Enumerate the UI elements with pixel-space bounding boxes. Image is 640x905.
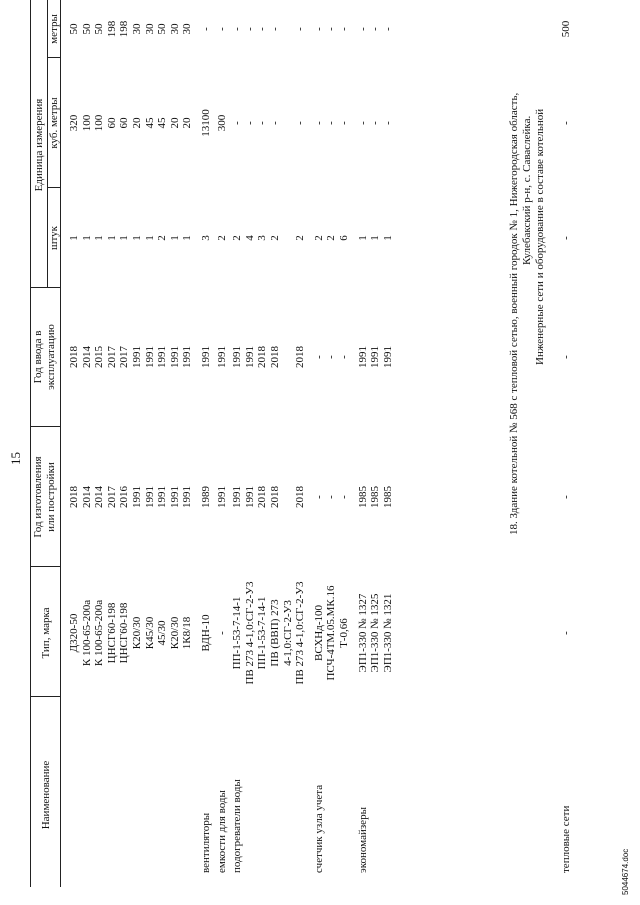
cell-made: 1991 bbox=[168, 486, 181, 508]
cell-pcs: 1 bbox=[131, 235, 143, 241]
last-row-m: 500 bbox=[560, 20, 572, 38]
cell-pcs: 1 bbox=[93, 235, 106, 241]
col-divider-4 bbox=[30, 287, 60, 288]
header-year-made-2: или постройки bbox=[45, 462, 57, 532]
cell-type: К 100-65-200а bbox=[80, 599, 93, 667]
last-row-type: - bbox=[560, 631, 572, 635]
last-row-pcs: - bbox=[560, 236, 572, 240]
cell-m3: 60 bbox=[118, 117, 131, 129]
cell-use: - bbox=[312, 355, 325, 359]
cell-m: - bbox=[338, 27, 350, 31]
header-unit-m3: куб. метры bbox=[48, 97, 60, 149]
cell-m3: - bbox=[356, 121, 369, 125]
header-name: Наименование bbox=[40, 760, 52, 830]
cell-m3: 45 bbox=[143, 117, 156, 129]
col-divider-3 bbox=[30, 426, 60, 427]
table-top-border bbox=[30, 0, 31, 887]
cell-m: - bbox=[243, 27, 256, 31]
cell-use: - bbox=[325, 355, 338, 359]
cell-made: 2014 bbox=[93, 486, 106, 508]
cell-made: 1991 bbox=[156, 486, 169, 508]
cell-pcs: 2 bbox=[294, 235, 307, 241]
cell-type: ЭП1-330 № 1321 bbox=[381, 593, 394, 673]
last-row-m3: - bbox=[560, 121, 572, 125]
cell-type: ЦНСГ60-198 bbox=[118, 602, 131, 664]
cell-use: 2014 bbox=[80, 346, 93, 368]
page-number: 15 bbox=[8, 452, 23, 465]
cell-name: подогреватели воды bbox=[231, 779, 244, 873]
header-unit-pcs: штук bbox=[48, 226, 60, 250]
cell-m: - bbox=[312, 27, 325, 31]
cell-name: счетчик узла учета bbox=[312, 784, 325, 873]
cell-pcs: 4 bbox=[243, 235, 256, 241]
cell-use: 1991 bbox=[200, 346, 212, 368]
cell-m3: - bbox=[338, 121, 350, 125]
cell-m3: 13100 bbox=[200, 109, 212, 137]
cell-use: 2018 bbox=[269, 346, 281, 368]
header-year-made-1: Год изготовления bbox=[32, 456, 44, 538]
cell-m3: - bbox=[294, 121, 307, 125]
cell-m3: 300 bbox=[215, 114, 228, 132]
cell-pcs: 2 bbox=[231, 235, 244, 241]
header-year-use-2: эксплуатацию bbox=[45, 324, 57, 390]
cell-pcs: 1 bbox=[80, 235, 93, 241]
cell-pcs: 1 bbox=[356, 235, 369, 241]
cell-m3: - bbox=[256, 121, 269, 125]
cell-m: 50 bbox=[68, 23, 80, 35]
cell-name: емкости для воды bbox=[215, 790, 228, 873]
cell-name: вентиляторы bbox=[200, 812, 212, 873]
cell-type: ПСЧ-4ТМ.05.МК.16 bbox=[325, 585, 338, 681]
cell-m3: - bbox=[231, 121, 244, 125]
cell-type: ЭП1-330 № 1327 bbox=[356, 593, 369, 673]
section-line-3: Инженерные сети и оборудование в составе котельной bbox=[534, 108, 546, 365]
cell-m3: 20 bbox=[168, 117, 181, 129]
col-divider-2 bbox=[30, 566, 60, 567]
cell-pcs: 3 bbox=[256, 235, 269, 241]
cell-pcs: 2 bbox=[312, 235, 325, 241]
cell-made: 1985 bbox=[369, 486, 382, 508]
cell-use: 1991 bbox=[215, 346, 228, 368]
section-line-2: Кулебакский р-н, с. Саваслейка. bbox=[521, 115, 533, 265]
cell-use: 2017 bbox=[118, 346, 131, 368]
cell-use: 1991 bbox=[231, 346, 244, 368]
col-divider-5 bbox=[47, 187, 60, 188]
cell-made: 2018 bbox=[269, 486, 281, 508]
cell-m: - bbox=[215, 27, 228, 31]
cell-made: - bbox=[338, 495, 350, 499]
cell-use: 1991 bbox=[381, 346, 394, 368]
cell-type: ПВ 273 4-1,0:СГ-2-У3 bbox=[243, 581, 256, 685]
cell-m: - bbox=[325, 27, 338, 31]
col-divider-1 bbox=[30, 696, 60, 697]
cell-made: 1991 bbox=[181, 486, 194, 508]
cell-m: 50 bbox=[156, 23, 169, 35]
header-unit-group: Единица измерения bbox=[33, 98, 45, 192]
cell-pcs: 1 bbox=[168, 235, 181, 241]
cell-made: 2018 bbox=[256, 486, 269, 508]
cell-type: ПВ (ВВП) 273 bbox=[269, 599, 281, 667]
cell-type: К20/30 bbox=[168, 616, 181, 650]
cell-pcs: 1 bbox=[369, 235, 382, 241]
cell-use: 2017 bbox=[105, 346, 118, 368]
cell-m3: - bbox=[312, 121, 325, 125]
cell-m: - bbox=[294, 27, 307, 31]
cell-m: 198 bbox=[105, 20, 118, 38]
cell-use: 1991 bbox=[181, 346, 194, 368]
cell-m: - bbox=[369, 27, 382, 31]
cell-use: 1991 bbox=[356, 346, 369, 368]
cell-use: 1991 bbox=[243, 346, 256, 368]
cell-pcs: 1 bbox=[181, 235, 194, 241]
cell-m3: 100 bbox=[93, 114, 106, 132]
cell-type: К20/30 bbox=[131, 616, 143, 650]
cell-m: - bbox=[381, 27, 394, 31]
cell-made: 1985 bbox=[381, 486, 394, 508]
cell-use: 1991 bbox=[156, 346, 169, 368]
cell-pcs: 3 bbox=[200, 235, 212, 241]
cell-type: ВСХНд-100 bbox=[312, 604, 325, 662]
cell-use: 1991 bbox=[168, 346, 181, 368]
cell-m: - bbox=[200, 27, 212, 31]
section-line-1: 18. Здание котельной № 568 с тепловой сетью, военный городок № 1, Нижегородская область, bbox=[508, 92, 520, 535]
cell-m3: 60 bbox=[105, 117, 118, 129]
cell-made: 1991 bbox=[215, 486, 228, 508]
header-type: Тип, марка bbox=[40, 607, 52, 659]
cell-m3: 100 bbox=[80, 114, 93, 132]
header-year-use-1: Год ввода в bbox=[32, 330, 44, 384]
col-divider-6 bbox=[47, 57, 60, 58]
cell-m: 30 bbox=[181, 23, 194, 35]
cell-made: 1991 bbox=[131, 486, 143, 508]
cell-type: 1К8/18 bbox=[181, 616, 194, 650]
header-unit-m: метры bbox=[48, 14, 60, 44]
cell-made: 1991 bbox=[243, 486, 256, 508]
cell-use: 1991 bbox=[131, 346, 143, 368]
cell-type: Д320-50 bbox=[68, 613, 80, 653]
cell-made: 2018 bbox=[294, 486, 307, 508]
header-bottom-border bbox=[60, 0, 61, 887]
cell-name: экономайзеры bbox=[356, 807, 369, 873]
cell-type: ЦНСГ60-198 bbox=[105, 602, 118, 664]
cell-use: 1991 bbox=[369, 346, 382, 368]
cell-pcs: 2 bbox=[325, 235, 338, 241]
cell-m: - bbox=[269, 27, 281, 31]
cell-made: 1991 bbox=[143, 486, 156, 508]
cell-m3: 45 bbox=[156, 117, 169, 129]
cell-m: 30 bbox=[131, 23, 143, 35]
cell-pcs: 6 bbox=[338, 235, 350, 241]
cell-pcs: 1 bbox=[381, 235, 394, 241]
cell-made: 1991 bbox=[231, 486, 244, 508]
cell-use: 1991 bbox=[143, 346, 156, 368]
cell-made: 2014 bbox=[80, 486, 93, 508]
cell-m3: 20 bbox=[131, 117, 143, 129]
cell-made: - bbox=[312, 495, 325, 499]
cell-type: ПВ 273 4-1,0:СГ-2-У3 bbox=[294, 581, 307, 685]
last-row-made: - bbox=[560, 495, 572, 499]
cell-use: 2018 bbox=[294, 346, 307, 368]
cell-made: 1985 bbox=[356, 486, 369, 508]
cell-type: К45/30 bbox=[143, 616, 156, 650]
cell-pcs: 1 bbox=[105, 235, 118, 241]
cell-type: - bbox=[215, 631, 228, 635]
cell-pcs: 2 bbox=[269, 235, 281, 241]
cell-type: ВДН-10 bbox=[200, 614, 212, 652]
cell-type: Т-0,66 bbox=[338, 618, 350, 648]
last-row-name: тепловые сети bbox=[560, 805, 572, 873]
cell-pcs: 1 bbox=[118, 235, 131, 241]
cell-type: ПП-1-53-7-14-1 bbox=[231, 596, 244, 670]
cell-m: 50 bbox=[93, 23, 106, 35]
cell-m3: - bbox=[243, 121, 256, 125]
cell-pcs: 1 bbox=[68, 235, 80, 241]
cell-m3: 320 bbox=[68, 114, 80, 132]
cell-pcs: 1 bbox=[143, 235, 156, 241]
cell-m3: - bbox=[325, 121, 338, 125]
cell-type: 4-1,0:СГ-2-У3 bbox=[281, 600, 294, 666]
cell-m: - bbox=[256, 27, 269, 31]
cell-m: 30 bbox=[168, 23, 181, 35]
cell-made: 2018 bbox=[68, 486, 80, 508]
cell-m: - bbox=[356, 27, 369, 31]
cell-m: - bbox=[231, 27, 244, 31]
cell-m3: - bbox=[269, 121, 281, 125]
cell-m3: - bbox=[381, 121, 394, 125]
doc-reference: 5044674.doc bbox=[621, 848, 630, 895]
cell-made: 1989 bbox=[200, 486, 212, 508]
cell-made: 2016 bbox=[118, 486, 131, 508]
cell-m3: - bbox=[369, 121, 382, 125]
cell-use: - bbox=[338, 355, 350, 359]
cell-use: 2015 bbox=[93, 346, 106, 368]
cell-pcs: 2 bbox=[156, 235, 169, 241]
cell-m: 198 bbox=[118, 20, 131, 38]
cell-m: 30 bbox=[143, 23, 156, 35]
cell-type: К 100-65-200а bbox=[93, 599, 106, 667]
cell-pcs: 2 bbox=[215, 235, 228, 241]
last-row-use: - bbox=[560, 355, 572, 359]
cell-type: ЭП1-330 № 1325 bbox=[369, 593, 382, 673]
cell-made: 2017 bbox=[105, 486, 118, 508]
cell-made: - bbox=[325, 495, 338, 499]
cell-use: 2018 bbox=[68, 346, 80, 368]
cell-type: 45/30 bbox=[156, 620, 169, 646]
cell-m: 50 bbox=[80, 23, 93, 35]
cell-type: ПП-1-53-7-14-1 bbox=[256, 596, 269, 670]
cell-m3: 20 bbox=[181, 117, 194, 129]
cell-use: 2018 bbox=[256, 346, 269, 368]
